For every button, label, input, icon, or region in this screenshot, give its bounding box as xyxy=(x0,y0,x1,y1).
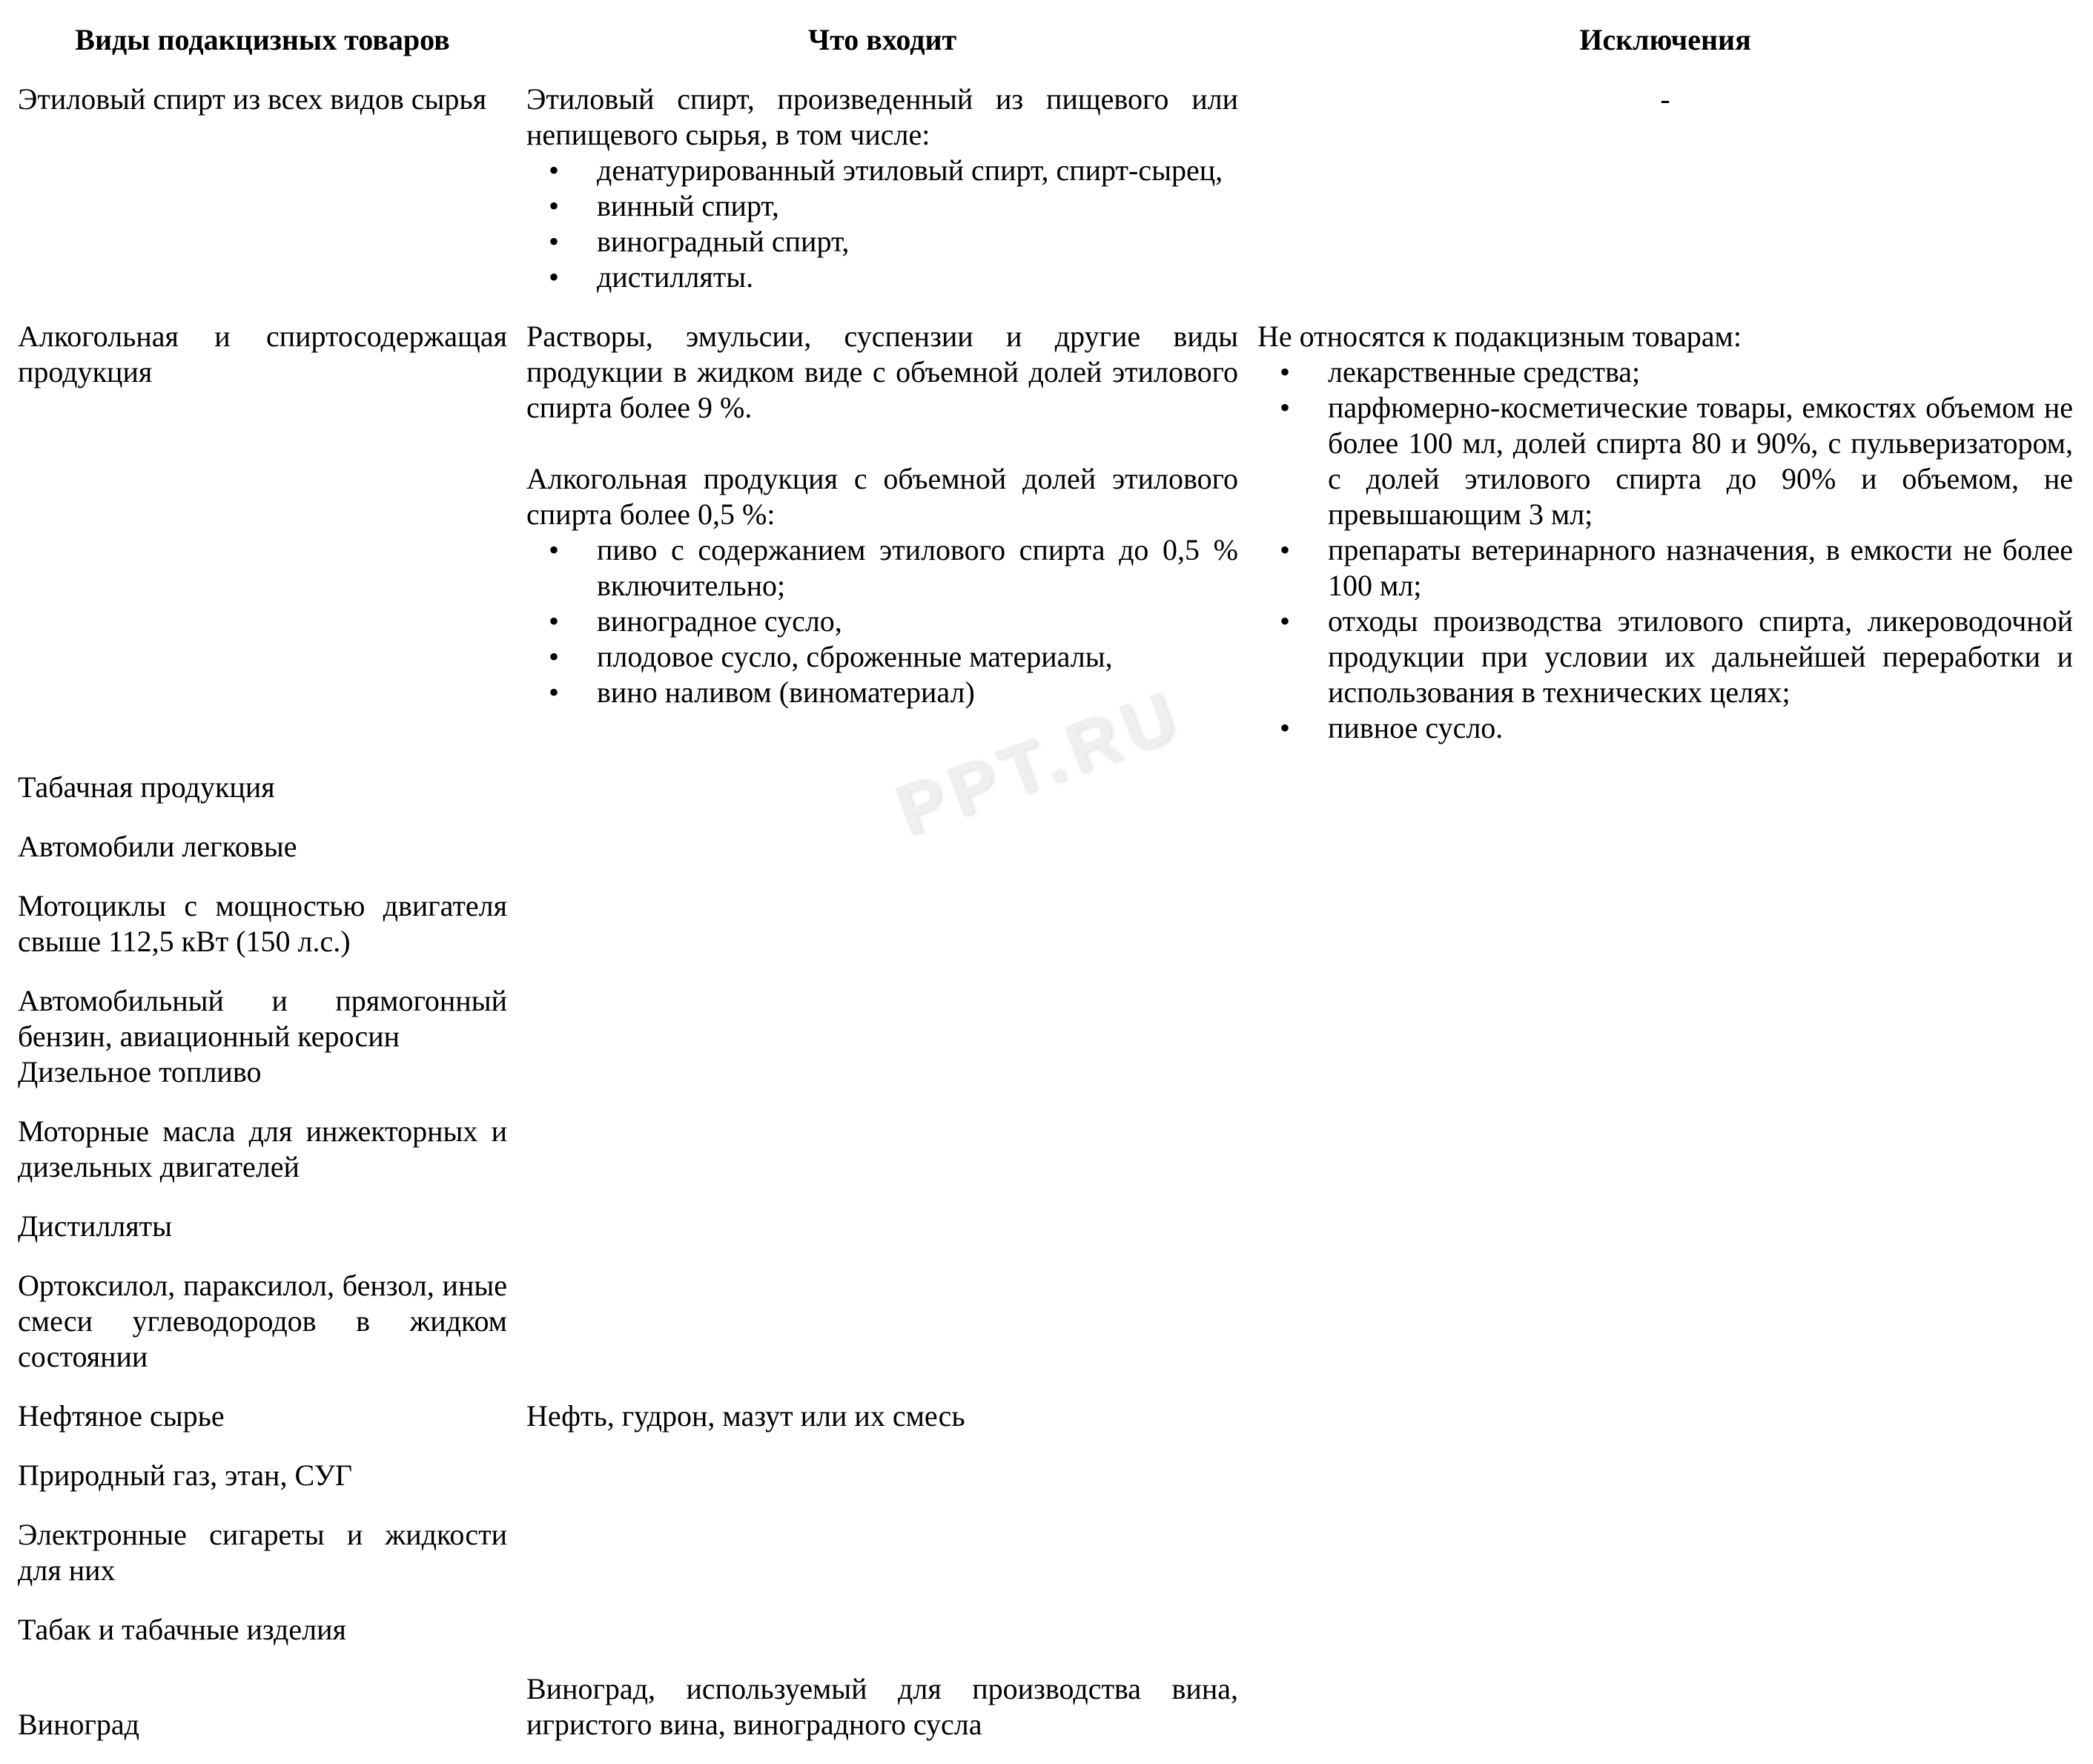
empty-cell xyxy=(526,888,1238,959)
bullet-list xyxy=(1257,354,2073,746)
empty-cell xyxy=(526,983,1238,1090)
ppt-ru-watermark: PPT.RU xyxy=(885,674,1193,851)
row-orthoxylene-type: Ортоксилол, параксилол, бензол, иные смеси углеводородов в жидком состоянии xyxy=(18,1269,507,1373)
column-header-types: Виды подакцизных товаров xyxy=(75,23,450,56)
row-grapes-includes: Виноград, используемый для производства вина, игристого вина, виноградного сусла xyxy=(526,1672,1238,1741)
row-petroleum-type: Нефтяное сырье xyxy=(18,1399,225,1433)
row-natural-gas-type: Природный газ, этан, СУГ xyxy=(18,1459,353,1492)
empty-cell xyxy=(1257,1268,2073,1375)
empty-cell xyxy=(1257,1114,2073,1185)
empty-cell xyxy=(526,1209,1238,1244)
bullet-list-item: • пивное сусло. xyxy=(1257,710,2073,746)
bullet-list-item: • отходы производства этилового спирта, ликероводочной продукции при условии их дальнейшей переработки и использования в технических целях; xyxy=(1257,604,2073,710)
paragraph: Дизельное топливо xyxy=(18,1055,262,1089)
row-motorcycles-type: Мотоциклы с мощностью двигателя свыше 112,5 кВт (150 л.с.) xyxy=(18,889,507,958)
empty-cell xyxy=(526,1268,1238,1375)
bullet-list xyxy=(526,153,1238,295)
row-petroleum-includes: Нефть, гудрон, мазут или их смесь xyxy=(526,1399,965,1433)
bullet-list-item: • дистилляты. xyxy=(526,260,1238,295)
paragraph: Этиловый спирт, произведенный из пищевого или непищевого сырья, в том числе: xyxy=(526,82,1238,151)
empty-cell xyxy=(1257,1517,2073,1588)
row-alcohol-exceptions xyxy=(1257,319,2073,746)
empty-cell xyxy=(526,1612,1238,1648)
row-alcohol-type: Алкогольная и спиртосодержащая продукция xyxy=(18,320,507,389)
row-tobacco-goods-type: Табак и табачные изделия xyxy=(18,1613,346,1646)
bullet-list-item: • денатурированный этиловый спирт, спирт-сырец, xyxy=(526,153,1238,188)
empty-cell xyxy=(1257,983,2073,1090)
empty-cell xyxy=(526,1114,1238,1185)
paragraph: Не относятся к подакцизным товарам: xyxy=(1257,320,1742,353)
bullet-list-item: • вино наливом (виноматериал) xyxy=(526,675,1238,710)
bullet-list-item: • винный спирт, xyxy=(526,188,1238,224)
bullet-list-item: • плодовое сусло, сброженные материалы, xyxy=(526,639,1238,675)
paragraph: Автомобильный и прямогонный бензин, авиационный керосин xyxy=(18,984,507,1053)
empty-cell xyxy=(526,1458,1238,1493)
row-ethyl-spirit-type: Этиловый спирт из всех видов сырья xyxy=(18,82,487,116)
empty-cell xyxy=(1257,1398,2073,1434)
empty-cell xyxy=(1257,1671,2073,1742)
row-ecigarettes-type: Электронные сигареты и жидкости для них xyxy=(18,1518,507,1587)
bullet-list-item: • виноградное сусло, xyxy=(526,604,1238,639)
column-header-exceptions: Исключения xyxy=(1579,23,1751,56)
row-gasoline-diesel-type xyxy=(18,983,507,1090)
empty-cell xyxy=(1257,829,2073,865)
paragraph: Алкогольная продукция с объемной долей этилового спирта более 0,5 %: xyxy=(526,462,1238,531)
bullet-list-item: • парфюмерно-косметические товары, емкостях объемом не более 100 мл, долей спирта 80 и 90%, с пульверизатором, с долей этилового спирта до 90% и объемом, не превышающим 3 мл; xyxy=(1257,390,2073,532)
bullet-list-item: • препараты ветеринарного назначения, в емкости не более 100 мл; xyxy=(1257,532,2073,604)
row-alcohol-includes xyxy=(526,319,1238,746)
row-cars-type: Автомобили легковые xyxy=(18,830,297,863)
bullet-list-item: • лекарственные средства; xyxy=(1257,354,2073,390)
empty-cell xyxy=(1257,770,2073,805)
bullet-list-item: • виноградный спирт, xyxy=(526,224,1238,260)
row-grapes-type: Виноград xyxy=(18,1708,140,1741)
empty-cell xyxy=(526,829,1238,865)
row-ethyl-spirit-includes xyxy=(526,82,1238,295)
empty-cell xyxy=(1257,1209,2073,1244)
row-distillates-type: Дистилляты xyxy=(18,1209,173,1243)
empty-cell xyxy=(526,1517,1238,1588)
bullet-list xyxy=(526,532,1238,710)
empty-cell xyxy=(1257,888,2073,959)
empty-cell xyxy=(526,770,1238,805)
row-ethyl-spirit-exceptions: - xyxy=(1660,82,1670,116)
paragraph: Растворы, эмульсии, суспензии и другие виды продукции в жидком виде с объемной долей этилового спирта более 9 %. xyxy=(526,320,1238,424)
row-tobacco-products-type: Табачная продукция xyxy=(18,770,275,804)
empty-cell xyxy=(1257,1612,2073,1648)
column-header-includes: Что входит xyxy=(807,23,957,56)
row-motor-oils-type: Моторные масла для инжекторных и дизельных двигателей xyxy=(18,1114,507,1183)
bullet-list-item: • пиво с содержанием этилового спирта до 0,5 % включительно; xyxy=(526,532,1238,604)
empty-cell xyxy=(1257,1458,2073,1493)
